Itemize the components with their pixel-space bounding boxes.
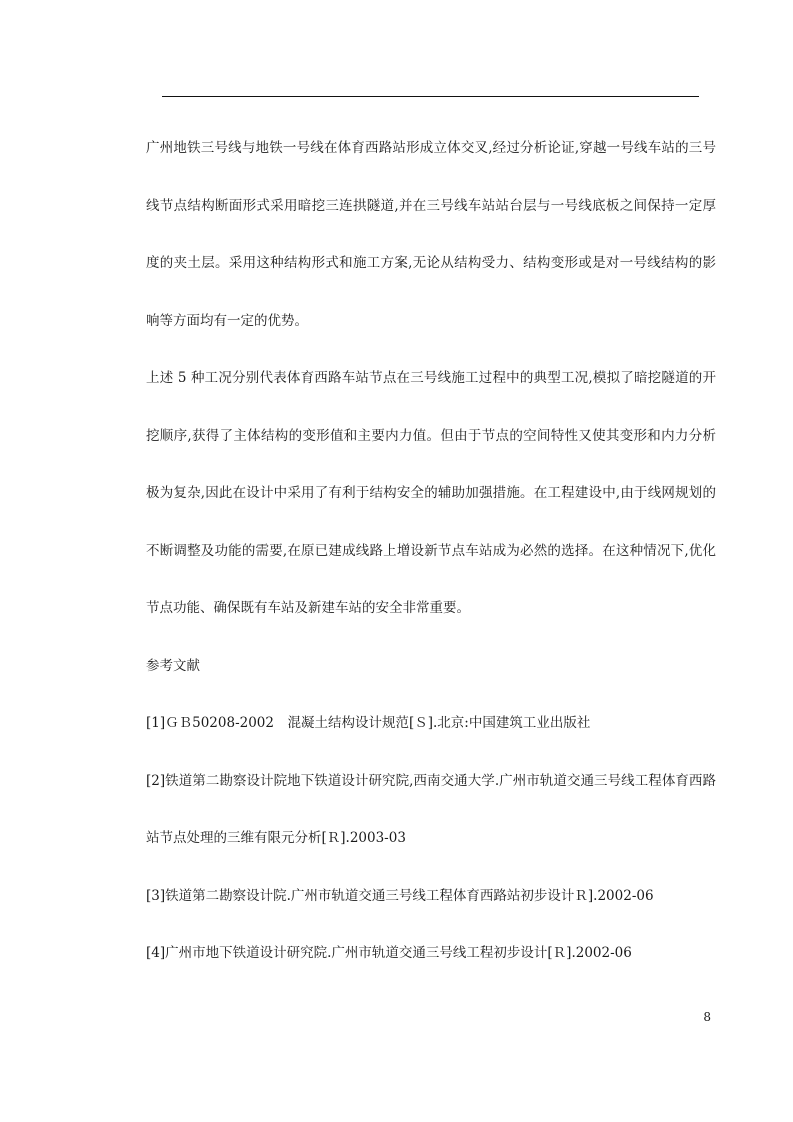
header-rule	[162, 96, 699, 97]
paragraph-1: 广州地铁三号线与地铁一号线在体育西路站形成立体交叉,经过分析论证,穿越一号线车站的三号线节点结构断面形式采用暗挖三连拱隧道,并在三号线车站站台层与一号线底板之间保持一定厚度的夹土层。采用这种结构形式和施工方案,无论从结构受力、结构变形或是对一号线结构的影响等方面均有一定的优势。	[146, 140, 716, 329]
reference-2: [2]铁道第二勘察设计院地下铁道设计研究院,西南交通大学.广州市轨道交通三号线工程体育西路站节点处理的三维有限元分析[Ｒ].2003-03	[146, 772, 716, 846]
reference-3: [3]铁道第二勘察设计院.广州市轨道交通三号线工程体育西路站初步设计Ｒ].2002-06	[146, 887, 654, 904]
body-content	[146, 120, 716, 983]
references-heading: 参考文献	[146, 657, 200, 674]
paragraph-2: 上述 5 种工况分别代表体育西路车站节点在三号线施工过程中的典型工况,模拟了暗挖隧道的开挖顺序,获得了主体结构的变形值和主要内力值。但由于节点的空间特性又使其变形和内力分析极为复杂,因此在设计中采用了有利于结构安全的辅助加强措施。在工程建设中,由于线网规划的不断调整及功能的需要,在原已建成线路上增设新节点车站成为必然的选择。在这种情况下,优化节点功能、确保既有车站及新建车站的安全非常重要。	[146, 370, 716, 616]
reference-4: [4]广州市地下铁道设计研究院.广州市轨道交通三号线工程初步设计[Ｒ].2002-06	[146, 945, 632, 961]
page-number: 8	[703, 1010, 711, 1024]
reference-1: [1]ＧＢ50208-2002 混凝土结构设计规范[Ｓ].北京:中国建筑工业出版社	[146, 715, 591, 731]
